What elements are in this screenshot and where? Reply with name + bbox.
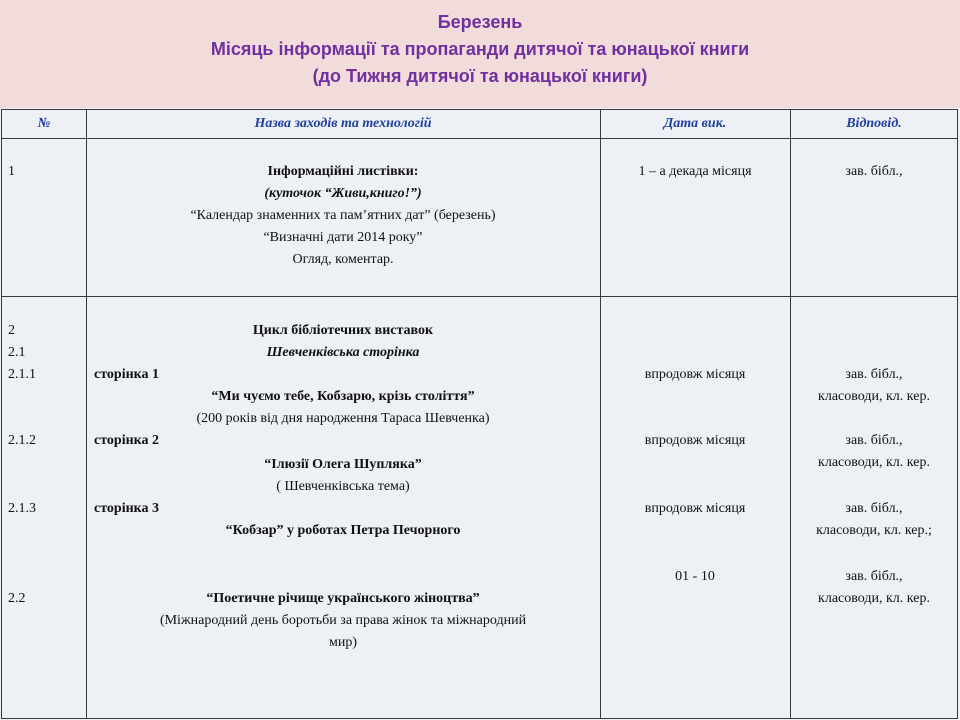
col-header-date: Дата вик. [663,116,727,131]
page2-title: “Ілюзії Олега Шупляка” [264,457,422,472]
header-row-divider [2,138,957,139]
col-header-number: № [37,116,51,131]
poetry-date: 01 - 10 [675,569,715,584]
row2-number-2-1-2: 2.1.2 [8,433,36,448]
col-divider [790,110,791,718]
row1-subtitle: (куточок “Живи,книго!”) [264,186,422,201]
row2-number-2-2: 2.2 [8,591,26,606]
row-divider [2,296,957,297]
page1-title: “Ми чуємо тебе, Кобзарю, крізь століття” [211,389,475,404]
header-title: Місяць інформації та пропаганди дитячої та юнацької книги [210,39,750,59]
col-header-name: Назва заходів та технологій [254,116,432,131]
page2-responsible-b: класоводи, кл. кер. [818,455,930,470]
row1-line4: “Визначні дати 2014 року” [263,230,423,245]
poetry-note-line1: (Міжнародний день боротьби за права жінок та міжнародний [159,613,527,628]
row1-line5: Огляд, коментар. [292,252,394,267]
page1-responsible-a: зав. бібл., [845,367,903,382]
events-table [1,109,958,719]
page3-title: “Кобзар” у роботах Петра Печорного [225,523,461,538]
row2-title: Цикл бібліотечних виставок [252,323,434,338]
poetry-responsible-b: класоводи, кл. кер. [818,591,930,606]
page3-date: впродовж місяця [644,501,746,516]
page2-responsible-a: зав. бібл., [845,433,903,448]
header-subtitle: (до Тижня дитячої та юнацької книги) [312,66,648,86]
page2-note: ( Шевченківська тема) [276,479,410,494]
page3-responsible-b: класоводи, кл. кер.; [816,523,932,538]
row2-number-2-1: 2.1 [8,345,26,360]
poetry-title: “Поетичне річище українського жіноцтва” [206,591,480,606]
row2-number: 2 [8,323,15,338]
page1-date: впродовж місяця [644,367,746,382]
page1-label: сторінка 1 [94,367,160,382]
col-header-responsible: Відповід. [846,116,902,131]
row2-subtitle: Шевченківська сторінка [266,345,420,360]
page2-date: впродовж місяця [644,433,746,448]
page2-label: сторінка 2 [94,433,160,448]
page3-responsible-a: зав. бібл., [845,501,903,516]
row1-number: 1 [8,164,15,179]
poetry-note-line2: мир) [328,635,357,650]
col-divider [600,110,601,718]
row1-responsible: зав. бібл., [845,164,903,179]
header-month: Березень [437,12,523,32]
page3-label: сторінка 3 [94,501,160,516]
page1-note: (200 років від дня народження Тараса Шевченка) [196,411,490,426]
row2-number-2-1-3: 2.1.3 [8,501,36,516]
page-header [0,0,960,108]
row1-line3: “Календар знаменних та пам’ятних дат” (березень) [190,208,496,223]
poetry-responsible-a: зав. бібл., [845,569,903,584]
row1-date: 1 – а декада місяця [638,164,752,179]
row2-number-2-1-1: 2.1.1 [8,367,36,382]
page1-responsible-b: класоводи, кл. кер. [818,389,930,404]
row1-title: Інформаційні листівки: [267,164,419,179]
